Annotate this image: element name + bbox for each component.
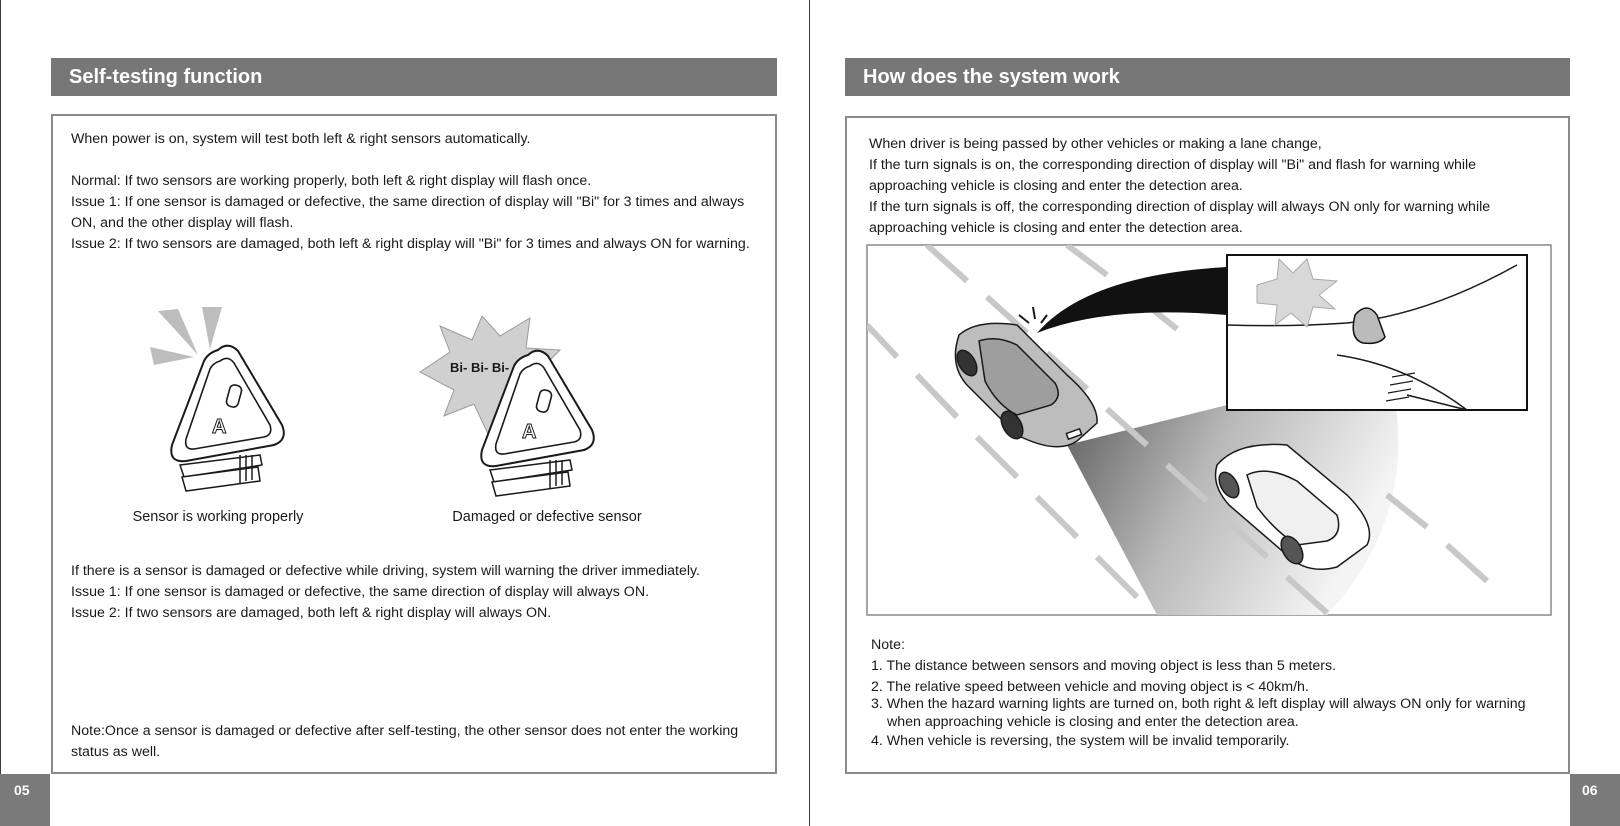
- flash-ray-middle: [158, 309, 198, 355]
- self-test-intro: When power is on, system will test both left & right sensors automatically.: [71, 131, 531, 147]
- turn-signal-on-line2: approaching vehicle is closing and enter the detection area.: [869, 178, 1243, 194]
- left-note-line1: Note:Once a sensor is damaged or defective after self-testing, the other sensor does not enter the working: [71, 723, 739, 739]
- driving-intro-text: If there is a sensor is damaged or defective while driving, system will warning the driver immediately.: [71, 563, 700, 579]
- flash-ray-right: [202, 307, 222, 349]
- system-intro-text: When driver is being passed by other vehicles or making a lane change,: [869, 136, 1322, 152]
- left-page-header: [51, 58, 777, 96]
- right-page-title: How does the system work: [863, 66, 1120, 88]
- left-page-number: [0, 774, 50, 826]
- svg-text:A: A: [522, 421, 537, 443]
- issue1-text-line1: Issue 1: If one sensor is damaged or defective, the same direction of display will "Bi" for 3 times and always: [71, 194, 745, 210]
- issue1-text-line2: ON, and the other display will flash.: [71, 215, 294, 231]
- driving-issue1-text: Issue 1: If one sensor is damaged or defective, the same direction of display will always ON.: [71, 584, 650, 600]
- beep-label: Bi- Bi- Bi-: [450, 360, 510, 375]
- right-note-3-line2: when approaching vehicle is closing and enter the detection area.: [887, 714, 1299, 730]
- left-page-title: Self-testing function: [69, 66, 263, 88]
- working-sensor-caption: Sensor is working properly: [132, 509, 304, 525]
- issue2-text: Issue 2: If two sensors are damaged, both left & right display will "Bi" for 3 times and always ON for warning.: [71, 236, 750, 252]
- left-note-line2: status as well.: [71, 744, 161, 760]
- normal-status-text: Normal: If two sensors are working properly, both left & right display will flash once.: [71, 173, 592, 189]
- turn-signal-off-line2: approaching vehicle is closing and enter the detection area.: [869, 220, 1243, 236]
- flash-ray-left: [150, 347, 194, 365]
- right-page-number: [1570, 774, 1620, 826]
- right-note-3-line1: 3. When the hazard warning lights are turned on, both right & left display will always ON only for warning: [871, 696, 1526, 712]
- left-page-number-text: 05: [14, 782, 30, 798]
- right-note-1: 1. The distance between sensors and moving object is less than 5 meters.: [871, 658, 1337, 674]
- damaged-sensor-illustration: [410, 310, 610, 510]
- right-note-2: 2. The relative speed between vehicle and moving object is < 40km/h.: [871, 679, 1309, 695]
- left-page-edge: [0, 0, 1, 826]
- right-note-4: 4. When vehicle is reversing, the system will be invalid temporarily.: [871, 733, 1290, 749]
- page-gutter-line: [809, 0, 810, 826]
- turn-signal-off-line1: If the turn signals is off, the corresponding direction of display will always ON only for warning while: [869, 199, 1491, 215]
- right-page-number-text: 06: [1582, 782, 1598, 798]
- right-page-header: [845, 58, 1570, 96]
- working-sensor-illustration: [140, 305, 300, 505]
- svg-text:A: A: [212, 416, 227, 438]
- mirror-sensor-inset: [1227, 255, 1527, 410]
- detection-scene-illustration: [867, 245, 1551, 615]
- driving-issue2-text: Issue 2: If two sensors are damaged, both left & right display will always ON.: [71, 605, 552, 621]
- right-note-title: Note:: [871, 637, 905, 653]
- turn-signal-on-line1: If the turn signals is on, the corresponding direction of display will "Bi" and flash for warning while: [869, 157, 1477, 173]
- damaged-sensor-caption: Damaged or defective sensor: [452, 509, 642, 525]
